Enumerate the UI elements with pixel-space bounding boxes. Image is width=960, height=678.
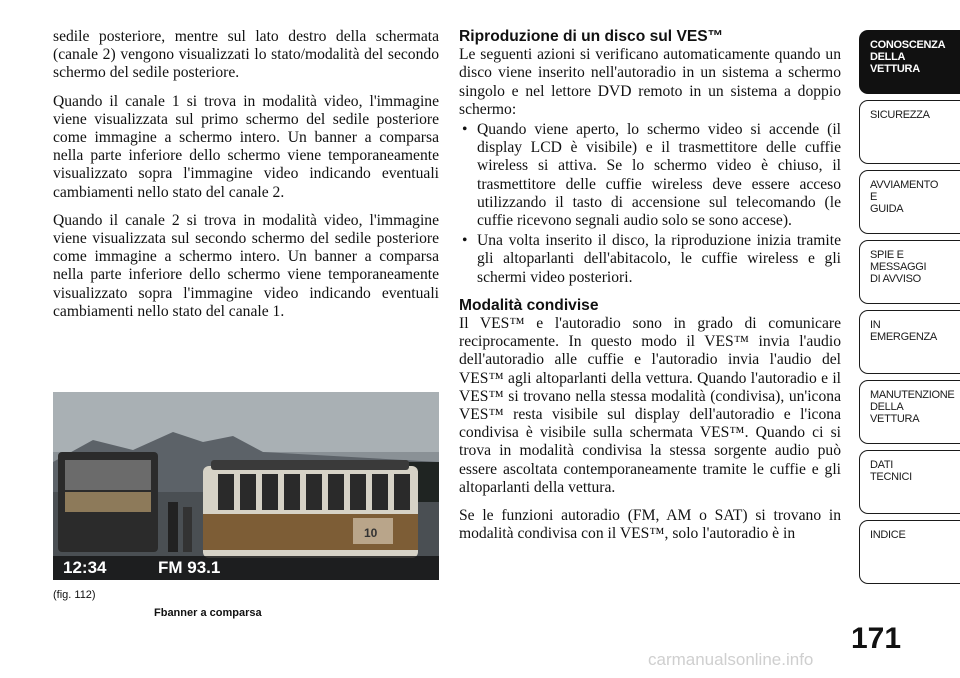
- left-paragraph-3: Quando il canale 2 si trova in modalità video, l'immagine viene visualizzata sul secondo schermo del sedile posteriore come immagine a schermo intero. Un banner a comparsa nella parte inferiore dello schermo viene temporaneamente visualizzato sopra l'immagine video indicando eventuali cambiamenti nello stato del canale 1.: [53, 211, 439, 320]
- tab-dati-tecnici[interactable]: DATI TECNICI: [859, 450, 960, 514]
- chapter-tabs: [859, 30, 960, 590]
- section-title-disc-playback: Riproduzione di un disco sul VES™: [459, 28, 724, 45]
- watermark: carmanualsonline.info: [648, 650, 814, 669]
- tram-number: 10: [364, 526, 378, 540]
- figure-number: (fig. 112): [53, 589, 96, 601]
- cable-car-illustration: [53, 392, 439, 580]
- tab-sicurezza[interactable]: SICUREZZA: [859, 100, 960, 164]
- section2-paragraph-1: Il VES™ e l'autoradio sono in grado di comunicare reciprocamente. In questo modo il VES™ invia l'audio dell'autoradio alle cuffie e l'autoradio invia l'audio del VES™ agli altoparlanti della vettura. Quando l'autoradio e il VES™ si trovano nella stessa modalità (condivisa), un'icona VES™ resta visibile sul display dell'autoradio e l'icona condivisa è visibile sulla schermata VES™. Quando ci si trova in modalità condivisa la stessa sorgente audio può essere ascoltata contemporaneamente tramite le cuffie e gli altoparlanti della vettura.: [459, 315, 841, 496]
- left-paragraph-2: Quando il canale 1 si trova in modalità video, l'immagine viene visualizzata sul primo schermo del sedile posteriore come immagine a schermo intero. Un banner a comparsa nella parte inferiore dello schermo viene temporaneamente visualizzato sopra l'immagine video indicando eventuali cambiamenti nello stato del canale 2.: [53, 92, 439, 201]
- figure-caption: Fbanner a comparsa: [154, 607, 262, 619]
- tab-spie-e-messaggi[interactable]: SPIE E MESSAGGI DI AVVISO: [859, 240, 960, 304]
- figure-screen-photo: [53, 392, 439, 580]
- tab-indice[interactable]: INDICE: [859, 520, 960, 584]
- right-column: [459, 28, 841, 553]
- bullet-item-1: • Quando viene aperto, lo schermo video si accende (il display LCD è visibile) e il trasmettitore delle cuffie wireless si attiva. Se lo schermo video è chiuso, il trasmettitore delle cuffie wireless deve essere acceso utilizzando il tasto di accensione sul telecomando (le cuffie ricevono segnali audio solo se sono accese).: [459, 121, 841, 230]
- section-title-shared-modes: Modalità condivise: [459, 296, 599, 314]
- osd-station: FM 93.1: [158, 558, 221, 577]
- page-number: 171: [851, 622, 902, 655]
- bullet-item-2: • Una volta inserito il disco, la riproduzione inizia tramite gli altoparlanti dell'abitacolo, le cuffie wireless e gli schermi video posteriori.: [459, 232, 841, 287]
- tab-avviamento-e-guida[interactable]: AVVIAMENTO E GUIDA: [859, 170, 960, 234]
- left-paragraph-1: sedile posteriore, mentre sul lato destro della schermata (canale 2) vengono visualizzati lo stato/modalità del secondo schermo del sedile posteriore.: [53, 28, 439, 82]
- section2-paragraph-2: Se le funzioni autoradio (FM, AM o SAT) si trovano in modalità condivisa con il VES™, solo l'autoradio è in: [459, 507, 841, 543]
- tab-conoscenza-della-vettura[interactable]: CONOSCENZA DELLA VETTURA: [859, 30, 960, 94]
- bullet-list: [459, 121, 841, 287]
- tab-in-emergenza[interactable]: IN EMERGENZA: [859, 310, 960, 374]
- osd-time: 12:34: [63, 558, 107, 577]
- section1-intro: Le seguenti azioni si verificano automaticamente quando un disco viene inserito nell'autoradio in un sistema a schermo singolo e nel lettore DVD remoto in un sistema a doppio schermo:: [459, 46, 841, 118]
- osd-banner: [53, 556, 439, 580]
- tab-manutenzione[interactable]: MANUTENZIONE DELLA VETTURA: [859, 380, 960, 444]
- left-column: [53, 28, 439, 331]
